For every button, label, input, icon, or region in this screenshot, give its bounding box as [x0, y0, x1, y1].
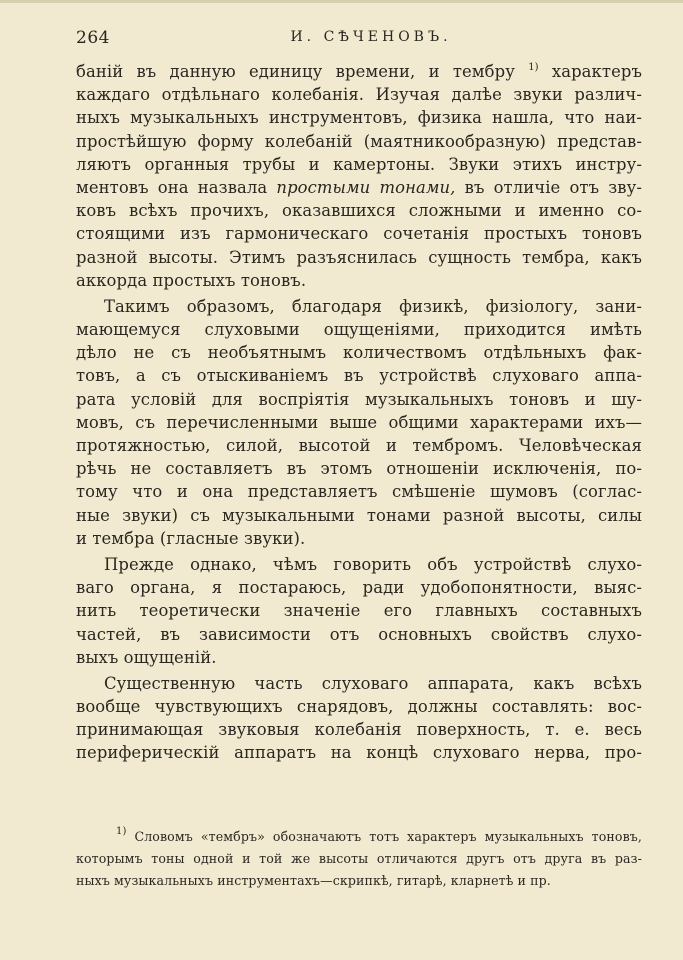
body-text — [76, 60, 642, 765]
page-number: 264 — [76, 28, 110, 48]
text-line: стоящими изъ гармоническаго сочетанія простыхъ тоновъ — [76, 224, 642, 244]
text-line: рѣчь не составляетъ въ этомъ отношеніи исключенія, по- — [76, 459, 642, 479]
text-line: протяжностью, силой, высотой и тембромъ. Человѣческая — [76, 436, 642, 455]
footnote — [76, 826, 642, 892]
emphasized-term: простыми тонами, — [276, 177, 456, 197]
text-line: каждаго отдѣльнаго колебанія. Изучая далѣе звуки различ- — [76, 85, 642, 105]
text-line: Такимъ образомъ, благодаря физикѣ, физіологу, зани- — [104, 296, 642, 316]
paragraph-3 — [76, 553, 642, 669]
text-line: разной высоты. Этимъ разъяснилась сущность тембра, какъ — [76, 247, 642, 267]
text-line: мающемуся слуховыми ощущеніями, приходится имѣть — [76, 320, 642, 340]
text-line: мовъ, съ перечисленными выше общими характерами ихъ— — [76, 412, 642, 432]
text-line: ментовъ она назвала простыми тонами, въ отличіе отъ зву- — [76, 177, 642, 197]
text-line: дѣло не съ необъятнымъ количествомъ отдѣльныхъ фак- — [76, 343, 642, 363]
text-line: ные звуки) съ музыкальными тонами разной высоты, силы — [76, 505, 642, 525]
footnote-reference[interactable]: 1) — [528, 62, 539, 73]
text-line: нить теоретически значеніе его главныхъ составныхъ — [76, 601, 642, 621]
text-line: выхъ ощущеній. — [76, 647, 217, 667]
paragraph-4 — [76, 672, 642, 765]
text-line: Прежде однако, чѣмъ говорить объ устройствѣ слухо- — [104, 554, 642, 574]
text-line: аккорда простыхъ тоновъ. — [76, 270, 307, 290]
paragraph-1 — [76, 60, 642, 292]
running-head — [76, 28, 642, 52]
footnote-marker: 1) — [116, 826, 127, 837]
text-line: ваго органа, я постараюсь, ради удобопонятности, выяс- — [76, 578, 642, 598]
footnote-line: ныхъ музыкальныхъ инструментахъ—скрипкѣ, гитарѣ, кларнетѣ и пр. — [76, 873, 551, 888]
text-line: рата условій для воспріятія музыкальныхъ тоновъ и шу- — [76, 389, 642, 409]
footnote-line: $^{1)}$ Словомъ «тембръ» обозначаютъ тотъ характеръ музыкальныхъ тоновъ, — [116, 826, 642, 844]
footnote-line: которымъ тоны одной и той же высоты отличаются другъ отъ друга въ раз- — [76, 851, 642, 866]
text-line: периферическій аппаратъ на концѣ слуховаго нерва, про- — [76, 743, 642, 763]
text-line: баній въ данную единицу времени, и тембру $^{1)}$ характеръ — [76, 62, 642, 81]
text-line: частей, въ зависимости отъ основныхъ свойствъ слухо- — [76, 624, 642, 644]
text-line: вообще чувствующихъ снарядовъ, должны составлять: вос- — [76, 697, 642, 717]
text-line: ковъ всѣхъ прочихъ, оказавшихся сложными и именно со- — [76, 201, 642, 221]
text-line: и тембра (гласные звуки). — [76, 528, 306, 548]
running-head-author: И. СѢЧЕНОВЪ. — [290, 29, 452, 45]
text-line: ляютъ органныя трубы и камертоны. Звуки этихъ инстру- — [76, 154, 642, 174]
text-line: тому что и она представляетъ смѣшеніе шумовъ (соглас- — [76, 482, 642, 502]
text-line: ныхъ музыкальныхъ инструментовъ, физика нашла, что наи- — [76, 108, 642, 128]
text-line: простѣйшую форму колебаній (маятникообразную) представ- — [76, 131, 642, 151]
text-line: товъ, а съ отыскиваніемъ въ устройствѣ слуховаго аппа- — [76, 366, 642, 386]
text-line: принимающая звуковыя колебанія поверхность, т. е. весь — [76, 720, 642, 740]
text-line: Существенную часть слуховаго аппарата, какъ всѣхъ — [104, 673, 642, 693]
paragraph-2 — [76, 295, 642, 550]
